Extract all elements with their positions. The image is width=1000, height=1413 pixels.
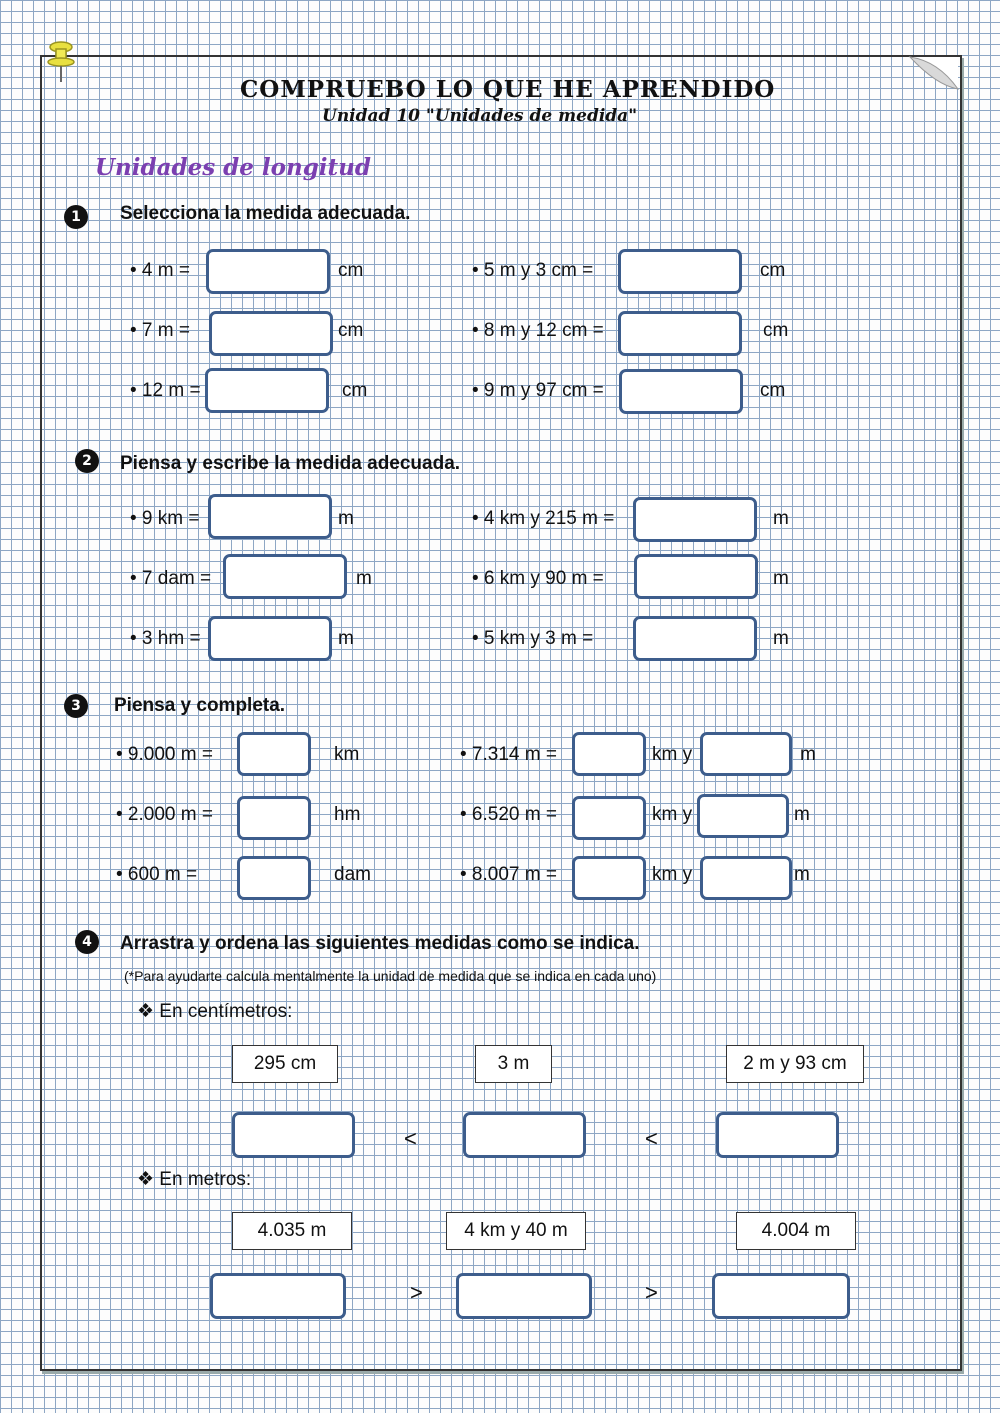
answer-box[interactable] <box>619 369 743 414</box>
ex1-unit: cm <box>338 260 364 281</box>
ex3-unit: dam <box>334 864 371 885</box>
ex3-label: • 600 m = <box>116 864 198 885</box>
ex2-label: • 6 km y 90 m = <box>472 568 604 589</box>
exercise-4-instruction: Arrastra y ordena las siguientes medidas como se indica. <box>120 933 640 954</box>
worksheet-title: COMPRUEBO LO QUE HE APRENDIDO <box>240 76 776 103</box>
greater-than-sign: > <box>410 1280 423 1305</box>
exercise-number-4: 4 <box>75 930 99 954</box>
drop-zone[interactable] <box>716 1112 839 1158</box>
section-title: Unidades de longitud <box>95 154 371 181</box>
ex3-label: • 9.000 m = <box>116 744 213 765</box>
answer-box[interactable] <box>237 856 311 900</box>
answer-box[interactable] <box>223 554 347 599</box>
ex3-label: • 2.000 m = <box>116 804 213 825</box>
drop-zone[interactable] <box>232 1112 355 1158</box>
ex2-unit: m <box>338 508 354 529</box>
pushpin-icon <box>46 40 76 84</box>
ex3-label: • 7.314 m = <box>460 744 557 765</box>
ex3-label: • 6.520 m = <box>460 804 557 825</box>
exercise-number-3: 3 <box>64 694 88 718</box>
draggable-measure-card[interactable]: 295 cm <box>232 1045 338 1083</box>
exercise-number-1: 1 <box>64 205 88 229</box>
ex1-unit: cm <box>338 320 364 341</box>
ex2-unit: m <box>773 508 789 529</box>
answer-box[interactable] <box>633 497 757 542</box>
ex3-label: • 8.007 m = <box>460 864 557 885</box>
answer-box[interactable] <box>572 856 646 900</box>
answer-box[interactable] <box>206 249 330 294</box>
answer-box[interactable] <box>697 794 789 838</box>
exercise-3-instruction: Piensa y completa. <box>114 695 286 716</box>
ex1-label: • 12 m = <box>130 380 201 401</box>
exercise-number-2: 2 <box>75 449 99 473</box>
ex1-label: • 5 m y 3 cm = <box>472 260 594 281</box>
exercise-1-instruction: Selecciona la medida adecuada. <box>120 203 411 224</box>
answer-box[interactable] <box>572 796 646 840</box>
ex2-unit: m <box>338 628 354 649</box>
answer-box[interactable] <box>633 616 757 661</box>
ex1-unit: cm <box>760 260 786 281</box>
exercise-4-note: (*Para ayudarte calcula mentalmente la unidad de medida que se indica en cada uno) <box>124 968 657 984</box>
answer-box[interactable] <box>237 732 311 776</box>
answer-box[interactable] <box>572 732 646 776</box>
less-than-sign: < <box>404 1126 417 1151</box>
answer-box[interactable] <box>700 856 792 900</box>
ex2-unit: m <box>356 568 372 589</box>
answer-box[interactable] <box>209 311 333 356</box>
ex3-unit: m <box>794 864 810 885</box>
ex1-unit: cm <box>763 320 789 341</box>
ex2-label: • 9 km = <box>130 508 200 529</box>
meters-heading: ❖ En metros: <box>137 1169 252 1190</box>
centimeters-heading: ❖ En centímetros: <box>137 1001 293 1022</box>
less-than-sign: < <box>645 1126 658 1151</box>
ex2-unit: m <box>773 568 789 589</box>
ex3-mid: km y <box>652 804 693 825</box>
answer-box[interactable] <box>237 796 311 840</box>
answer-box[interactable] <box>205 368 329 413</box>
ex1-label: • 4 m = <box>130 260 190 281</box>
drop-zone[interactable] <box>456 1273 592 1319</box>
draggable-measure-card[interactable]: 2 m y 93 cm <box>726 1045 864 1083</box>
drop-zone[interactable] <box>463 1112 586 1158</box>
page-curl-icon <box>908 55 960 95</box>
drop-zone[interactable] <box>712 1273 850 1319</box>
ex3-unit: hm <box>334 804 361 825</box>
ex1-label: • 7 m = <box>130 320 190 341</box>
ex2-label: • 5 km y 3 m = <box>472 628 594 649</box>
ex3-unit: m <box>794 804 810 825</box>
draggable-measure-card[interactable]: 4.004 m <box>736 1212 856 1250</box>
ex1-unit: cm <box>760 380 786 401</box>
ex1-label: • 9 m y 97 cm = <box>472 380 604 401</box>
exercise-2-instruction: Piensa y escribe la medida adecuada. <box>120 453 461 474</box>
worksheet-subtitle: Unidad 10 "Unidades de medida" <box>322 106 638 126</box>
draggable-measure-card[interactable]: 4 km y 40 m <box>446 1212 586 1250</box>
answer-box[interactable] <box>618 249 742 294</box>
drop-zone[interactable] <box>210 1273 346 1319</box>
ex2-label: • 4 km y 215 m = <box>472 508 615 529</box>
answer-box[interactable] <box>208 494 332 539</box>
ex3-mid: km y <box>652 744 693 765</box>
ex2-label: • 3 hm = <box>130 628 201 649</box>
draggable-measure-card[interactable]: 4.035 m <box>232 1212 352 1250</box>
answer-box[interactable] <box>634 554 758 599</box>
ex3-mid: km y <box>652 864 693 885</box>
ex3-unit: m <box>800 744 816 765</box>
ex1-unit: cm <box>342 380 368 401</box>
ex2-unit: m <box>773 628 789 649</box>
answer-box[interactable] <box>618 311 742 356</box>
ex1-label: • 8 m y 12 cm = <box>472 320 604 341</box>
answer-box[interactable] <box>700 732 792 776</box>
answer-box[interactable] <box>208 616 332 661</box>
ex3-unit: km <box>334 744 360 765</box>
greater-than-sign: > <box>645 1280 658 1305</box>
ex2-label: • 7 dam = <box>130 568 212 589</box>
draggable-measure-card[interactable]: 3 m <box>475 1045 552 1083</box>
